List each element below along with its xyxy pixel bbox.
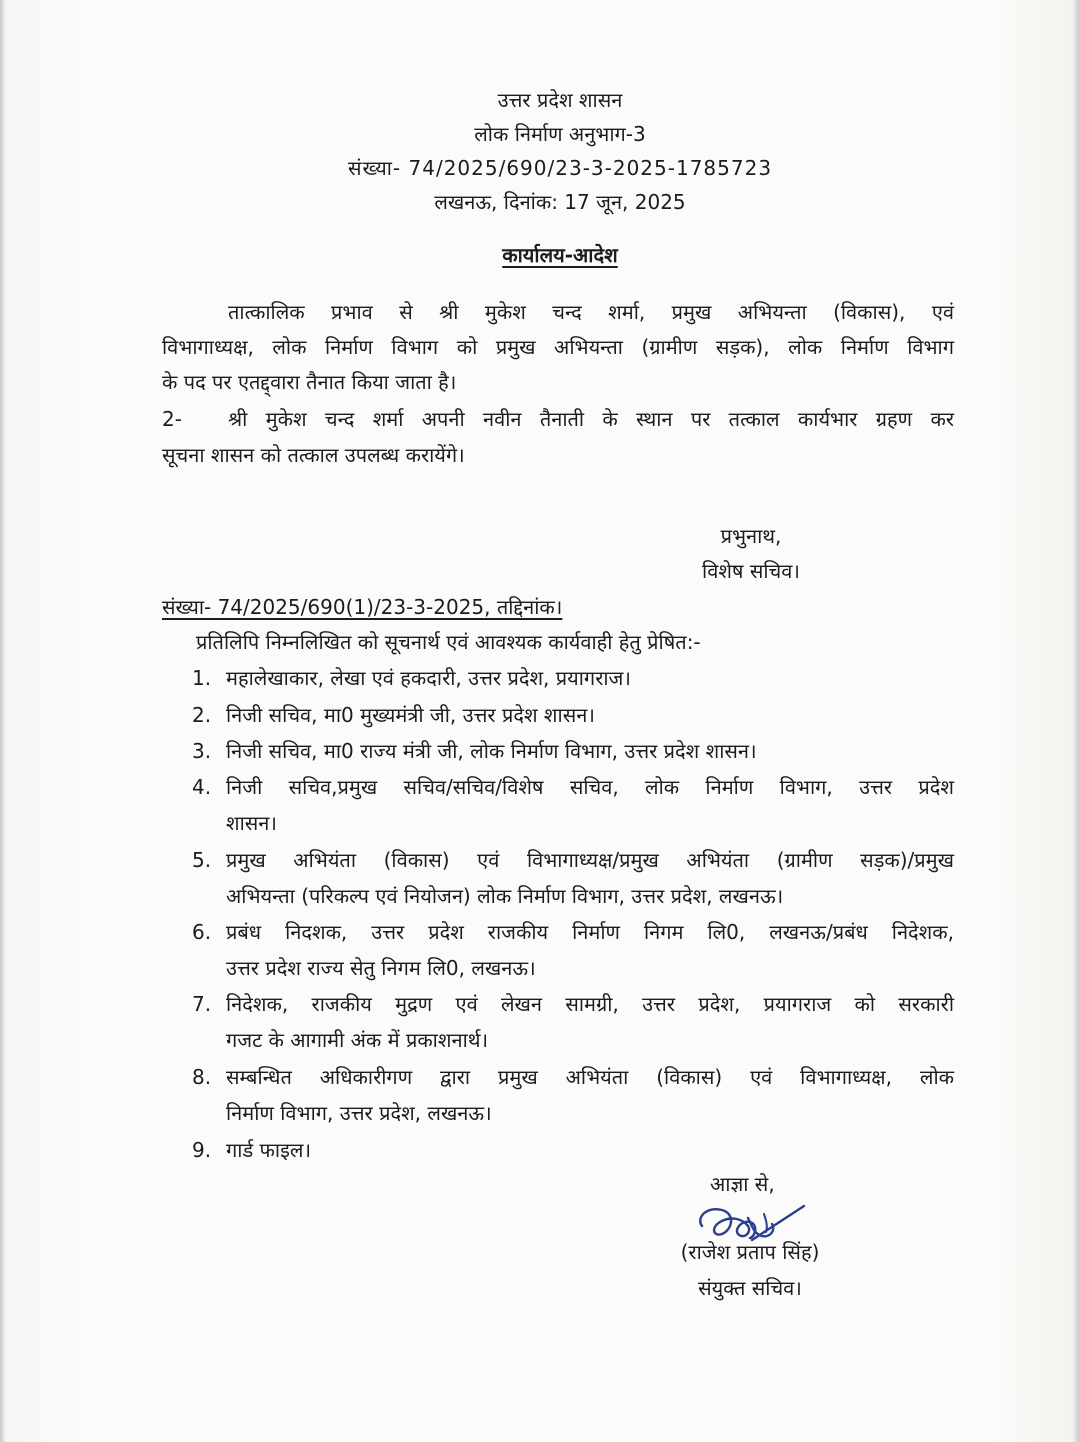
copy-list-item-number: 7. <box>192 992 212 1016</box>
copy-list-item-text-continued: अभियन्ता (परिकल्प एवं नियोजन) लोक निर्माण विभाग, उत्तर प्रदेश, लखनऊ। <box>226 884 784 908</box>
para2-number: 2- <box>162 407 182 431</box>
copy-list-item-text: प्रबंध निदशक, उत्तर प्रदेश राजकीय निर्माण निगम लि0, लखनऊ/प्रबंध निदेशक, <box>226 920 954 944</box>
copy-list-item-text: निजी सचिव,प्रमुख सचिव/सचिव/विशेष सचिव, लोक निर्माण विभाग, उत्तर प्रदेश <box>226 775 954 799</box>
copy-list-item-text-continued: निर्माण विभाग, उत्तर प्रदेश, लखनऊ। <box>226 1101 492 1125</box>
copy-list-item-number: 5. <box>192 848 212 872</box>
para2-line-1: श्री मुकेश चन्द शर्मा अपनी नवीन तैनाती के स्थान पर तत्काल कार्यभार ग्रहण कर <box>228 407 954 431</box>
copy-list-item-text: सम्बन्धित अधिकारीगण द्वारा प्रमुख अभियंता (विकास) एवं विभागाध्यक्ष, लोक <box>226 1065 954 1089</box>
copy-list-item-number: 3. <box>192 739 212 763</box>
place-and-date: लखनऊ, दिनांक: 17 जून, 2025 <box>434 190 686 214</box>
copy-list-item-text-continued: गजट के आगामी अंक में प्रकाशनार्थ। <box>226 1028 489 1052</box>
copy-list-item-number: 9. <box>192 1138 212 1162</box>
section-heading: लोक निर्माण अनुभाग-3 <box>474 122 646 146</box>
copy-list-item-text: निजी सचिव, मा0 मुख्यमंत्री जी, उत्तर प्रदेश शासन। <box>226 703 595 727</box>
para1-line-3: के पद पर एतद्द्वारा तैनात किया जाता है। <box>162 370 457 394</box>
copy-list-item-number: 2. <box>192 703 212 727</box>
para1-line-1: तात्कालिक प्रभाव से श्री मुकेश चन्द शर्मा, प्रमुख अभियन्ता (विकास), एवं <box>228 300 954 324</box>
page-edge-shadow-right <box>1073 0 1079 1442</box>
copy-list-item-number: 1. <box>192 666 212 690</box>
reference-number: संख्या- 74/2025/690/23-3-2025-1785723 <box>347 156 773 180</box>
signatory-2-designation: संयुक्त सचिव। <box>698 1276 802 1300</box>
copy-list-item-text: निजी सचिव, मा0 राज्य मंत्री जी, लोक निर्माण विभाग, उत्तर प्रदेश शासन। <box>226 739 757 763</box>
copy-list-item-number: 4. <box>192 775 212 799</box>
para2-line-2: सूचना शासन को तत्काल उपलब्ध करायेंगे। <box>162 443 465 467</box>
by-order-text: आज्ञा से, <box>710 1172 775 1196</box>
signatory-1-name: प्रभुनाथ, <box>720 524 782 548</box>
signatory-1-designation: विशेष सचिव। <box>702 559 800 583</box>
government-heading: उत्तर प्रदेश शासन <box>497 88 623 112</box>
copy-reference-number: संख्या- 74/2025/690(1)/23-3-2025, तद्दिनांक। <box>162 595 563 619</box>
copy-intro: प्रतिलिपि निम्नलिखित को सूचनार्थ एवं आवश्यक कार्यवाही हेतु प्रेषित:- <box>196 630 701 654</box>
para1-line-2: विभागाध्यक्ष, लोक निर्माण विभाग को प्रमुख अभियन्ता (ग्रामीण सड़क), लोक निर्माण विभाग <box>162 335 954 359</box>
copy-list-item-text: प्रमुख अभियंता (विकास) एवं विभागाध्यक्ष/प्रमुख अभियंता (ग्रामीण सड़क)/प्रमुख <box>226 848 954 872</box>
copy-list-item-text: गार्ड फाइल। <box>226 1138 312 1162</box>
copy-list-item-number: 8. <box>192 1065 212 1089</box>
copy-list-item-text: महालेखाकार, लेखा एवं हकदारी, उत्तर प्रदेश, प्रयागराज। <box>226 666 631 690</box>
order-title: कार्यालय-आदेश <box>502 243 618 267</box>
copy-list-item-text: निदेशक, राजकीय मुद्रण एवं लेखन सामग्री, उत्तर प्रदेश, प्रयागराज को सरकारी <box>226 992 954 1016</box>
copy-list-item-text-continued: शासन। <box>226 811 277 835</box>
copy-list-item-text-continued: उत्तर प्रदेश राज्य सेतु निगम लि0, लखनऊ। <box>226 956 536 980</box>
page-edge-shadow-left <box>0 0 6 1442</box>
copy-list-item-number: 6. <box>192 920 212 944</box>
signatory-2-name: (राजेश प्रताप सिंह) <box>680 1240 820 1264</box>
